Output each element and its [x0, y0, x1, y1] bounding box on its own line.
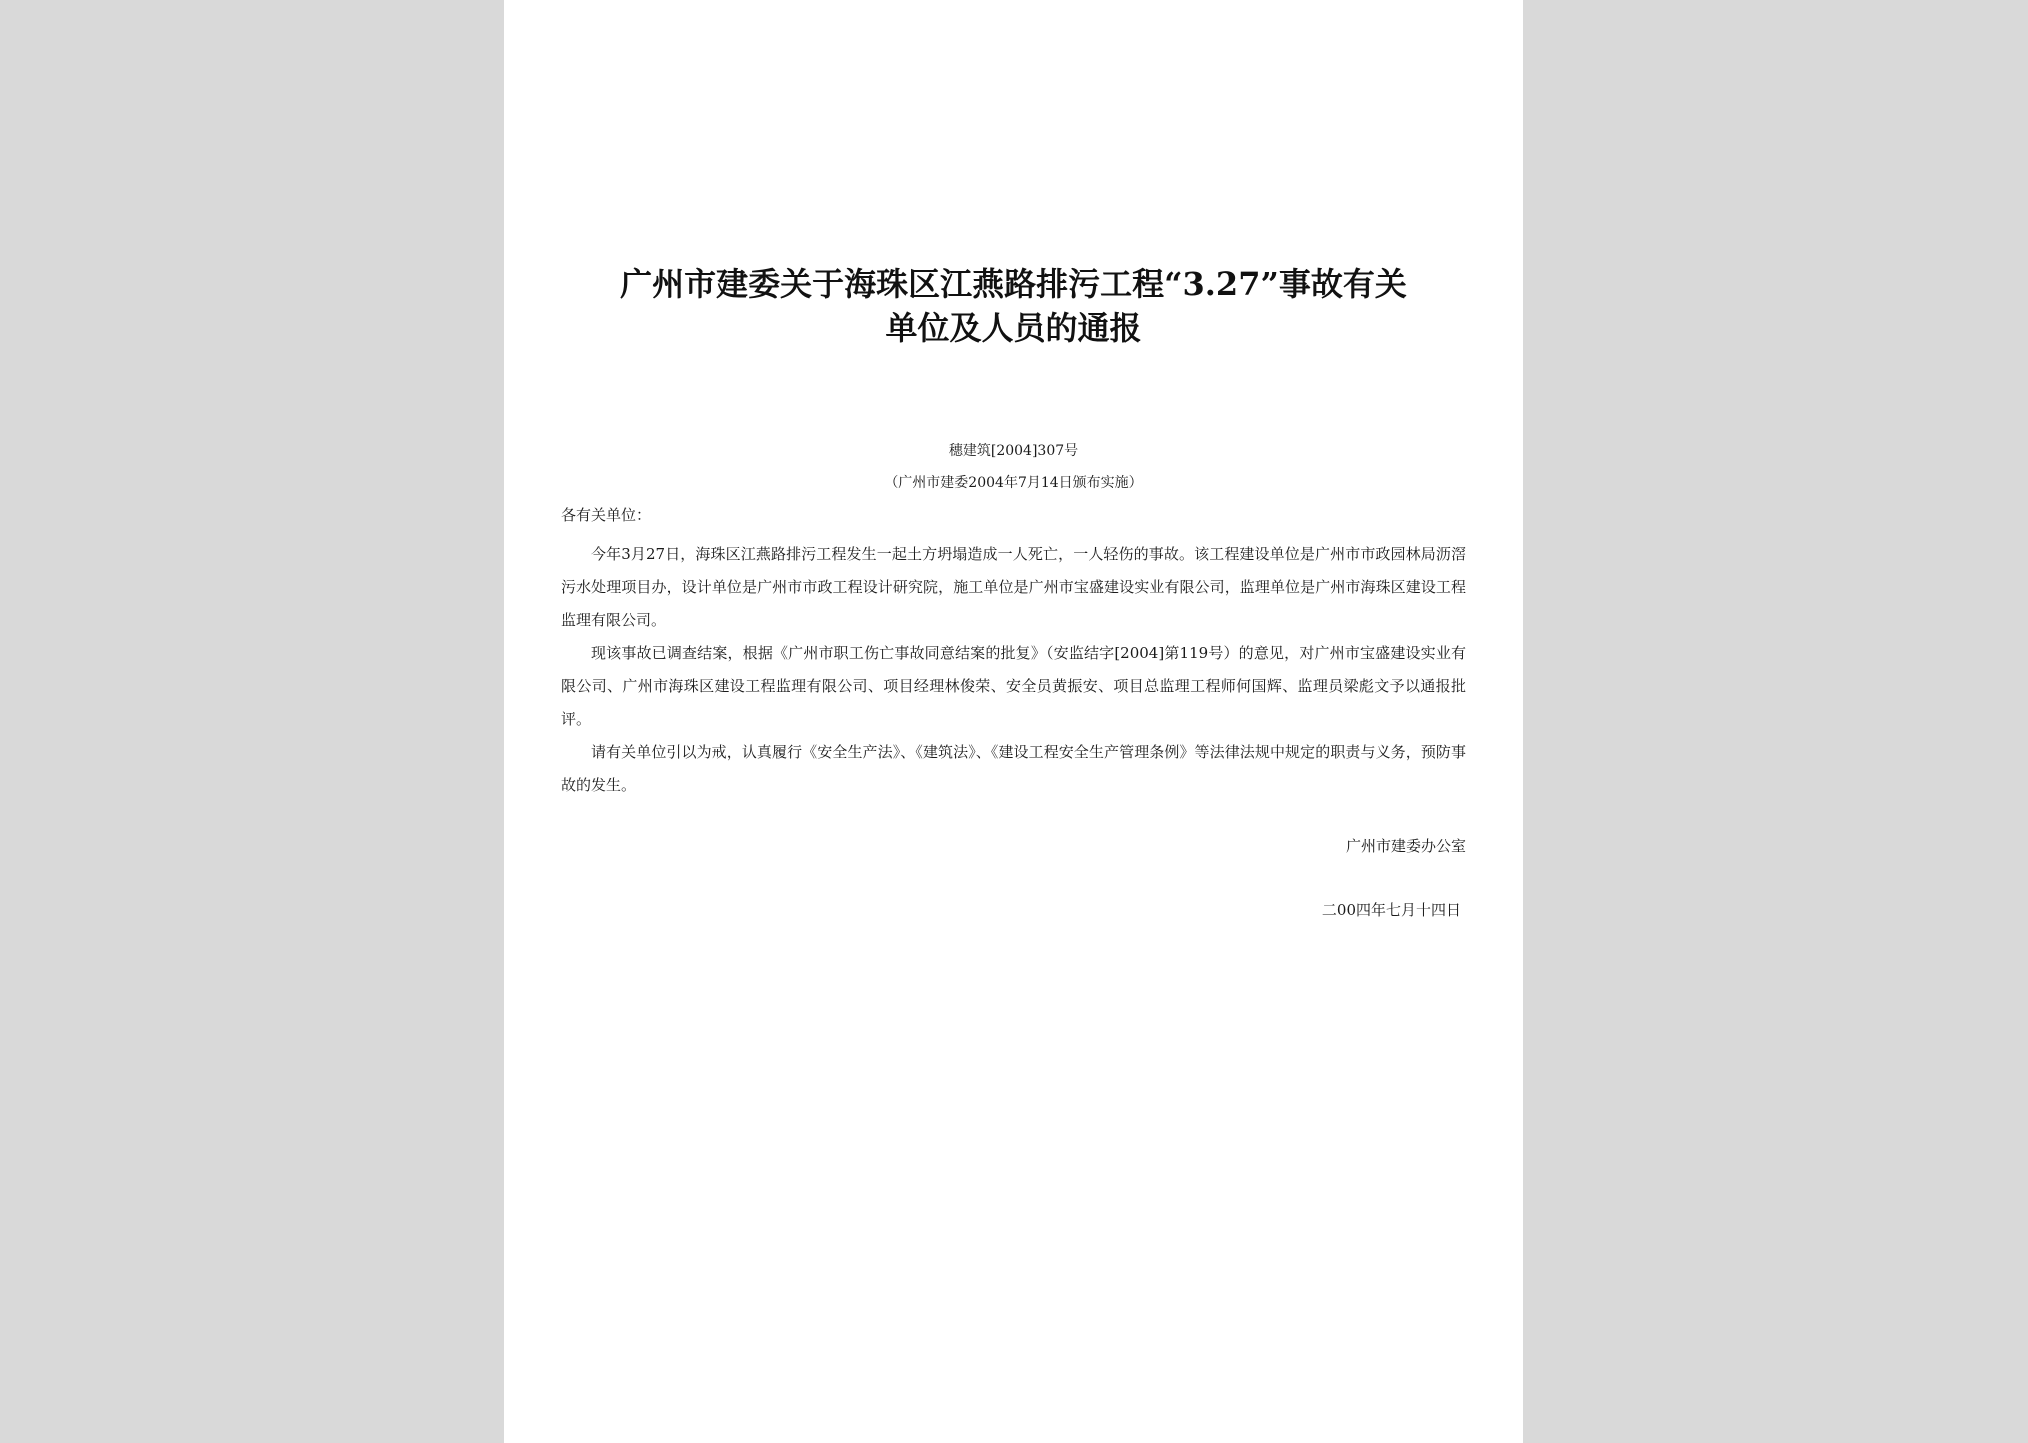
issuing-office: 广州市建委办公室 — [1345, 837, 1466, 855]
paragraph-2: 现该事故已调查结案，根据《广州市职工伤亡事故同意结案的批复》（安监结字[2004]第119号）的意见，对广州市宝盛建设实业有限公司、广州市海珠区建设工程监理有限公司、项目经理林俊荣、安全员黄振安、项目总监理工程师何国辉、监理员梁彪文予以通报批评。 — [561, 644, 1466, 728]
paragraph-3: 请有关单位引以为戒，认真履行《安全生产法》、《建筑法》、《建设工程安全生产管理条例》等法律法规中规定的职责与义务，预防事故的发生。 — [561, 743, 1466, 794]
document-page — [504, 0, 1523, 1443]
issue-date: 二00四年七月十四日 — [1321, 901, 1461, 919]
paragraph-1: 今年3月27日，海珠区江燕路排污工程发生一起土方坍塌造成一人死亡，一人轻伤的事故。该工程建设单位是广州市市政园林局沥滘污水处理项目办，设计单位是广州市市政工程设计研究院，施工单位是广州市宝盛建设实业有限公司，监理单位是广州市海珠区建设工程监理有限公司。 — [561, 545, 1466, 629]
salutation: 各有关单位： — [561, 506, 652, 524]
document-number: 穗建筑[2004]307号 — [948, 443, 1079, 459]
document-body — [561, 538, 1466, 802]
issue-note: （广州市建委2004年7月14日颁布实施） — [884, 475, 1143, 491]
title-line-1: 广州市建委关于海珠区江燕路排污工程“3.27”事故有关 — [620, 265, 1407, 303]
document-title — [504, 262, 1523, 350]
title-line-2: 单位及人员的通报 — [885, 309, 1142, 347]
